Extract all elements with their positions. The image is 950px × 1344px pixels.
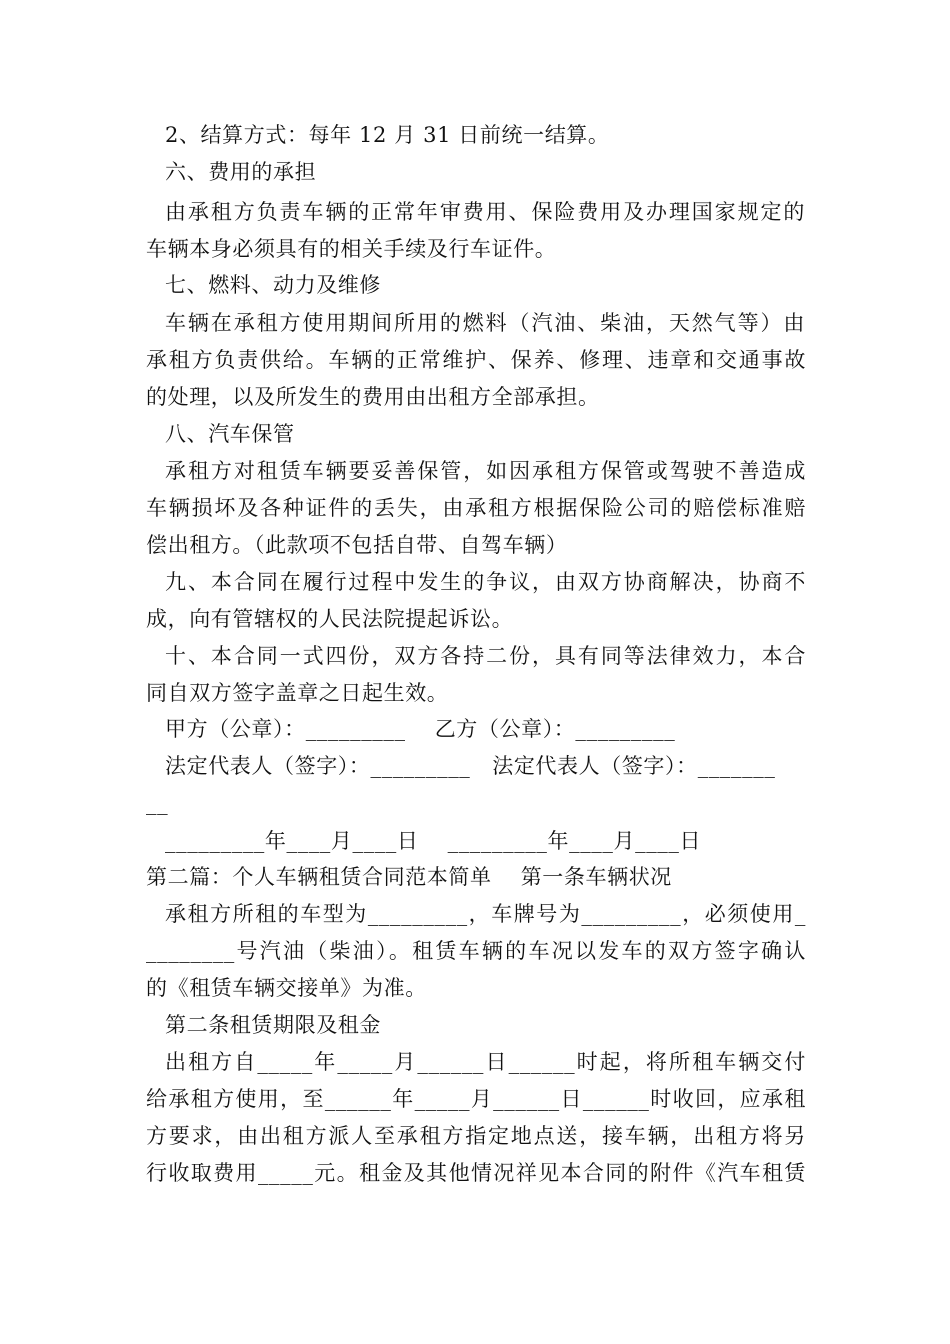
section-heading-fuel: 七、燃料、动力及维修 (165, 273, 381, 297)
paragraph-line: 由承租方负责车辆的正常年审费用、保险费用及办理国家规定的 (165, 200, 805, 224)
paragraph-line: 成，向有管辖权的人民法院提起诉讼。 (146, 607, 514, 631)
paragraph-line: 出租方自_____年_____月______日______时起，将所租车辆交付 (165, 1050, 806, 1074)
paragraph-line: 同自双方签字盖章之日起生效。 (146, 681, 449, 705)
signature-date-line: _________年____月____日 _________年____月____日 (165, 829, 702, 853)
paragraph-line: 的《租赁车辆交接单》为准。 (146, 976, 427, 1000)
paragraph-line: ________号汽油（柴油）。租赁车辆的车况以发车的双方签字确认 (146, 939, 806, 963)
paragraph-line: 九、本合同在履行过程中发生的争议，由双方协商解决，协商不 (165, 570, 806, 594)
paragraph-line: 车辆损坏及各种证件的丢失，由承租方根据保险公司的赔偿标准赔 (146, 496, 806, 520)
settlement-method-line: 2、结算方式：每年 12 月 31 日前统一结算。 (165, 123, 610, 147)
paragraph-line: 行收取费用_____元。租金及其他情况祥见本合同的附件《汽车租赁 (146, 1161, 806, 1185)
paragraph-line: 的处理，以及所发生的费用由出租方全部承担。 (146, 385, 600, 409)
paragraph-line: 承租方负责供给。车辆的正常维护、保养、修理、违章和交通事故 (146, 348, 806, 372)
paragraph-line: 车辆本身必须具有的相关手续及行车证件。 (146, 237, 557, 261)
section-heading-term: 第二条租赁期限及租金 (165, 1013, 381, 1037)
paragraph-line: 方要求，由出租方派人至承租方指定地点送，接车辆，出租方将另 (146, 1124, 806, 1148)
section-heading-expenses: 六、费用的承担 (165, 160, 317, 184)
paragraph-line: 十、本合同一式四份，双方各持二份，具有同等法律效力，本合 (165, 644, 806, 668)
signature-representative-line: 法定代表人（签字）：_________ 法定代表人（签字）：_______ (165, 754, 776, 778)
paragraph-line: 承租方对租赁车辆要妥善保管，如因承租方保管或驾驶不善造成 (165, 459, 806, 483)
paragraph-line: 承租方所租的车型为_________，车牌号为_________，必须使用_ (165, 902, 806, 926)
paragraph-line: 偿出租方。（此款项不包括自带、自驾车辆） (146, 533, 568, 557)
paragraph-line: 车辆在承租方使用期间所用的燃料（汽油、柴油，天然气等）由 (165, 311, 805, 335)
paragraph-line: 给承租方使用，至______年_____月______日______时收回，应承租 (146, 1087, 806, 1111)
signature-continuation: __ (146, 791, 169, 815)
signature-party-line: 甲方（公章）：_________ 乙方（公章）：_________ (165, 717, 676, 741)
section-heading-custody: 八、汽车保管 (165, 422, 295, 446)
second-article-title: 第二篇：个人车辆租赁合同范本简单 第一条车辆状况 (146, 865, 672, 889)
